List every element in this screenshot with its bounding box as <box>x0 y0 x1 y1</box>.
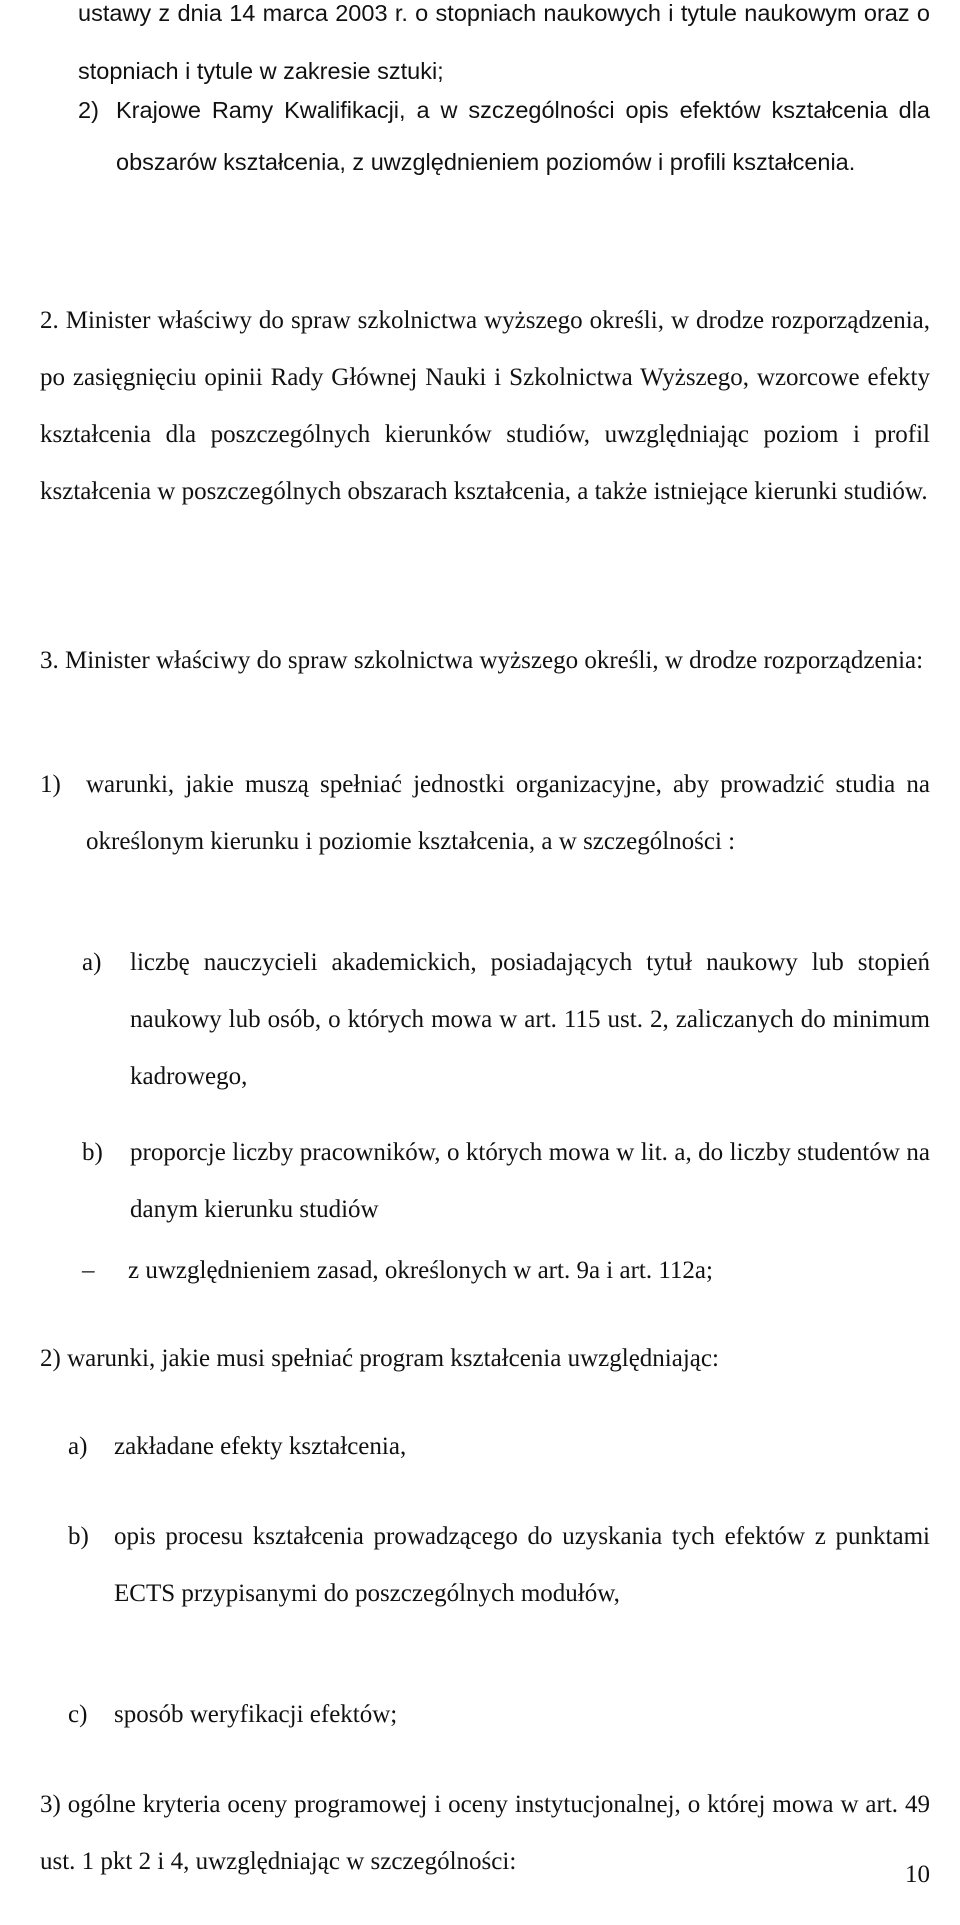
list-item-label: 1) <box>40 771 61 798</box>
list-item-text: z uwzględnieniem zasad, określonych w art. 9a i art. 112a; <box>128 1257 713 1284</box>
section-3-item-2b <box>68 1508 930 1622</box>
list-item-text: sposób weryfikacji efektów; <box>114 1701 398 1728</box>
section-2-paragraph: 2. Minister właściwy do spraw szkolnictwa wyższego określi, w drodze rozporządzenia, po zasięgnięciu opinii Rady Głównej Nauki i Szkolnictwa Wyższego, wzorcowe efekty kształcenia dla poszczególnych kierunków studiów, uwzględniając poziom i profil kształcenia w poszczególnych obszarach kształcenia, a także istniejące kierunki studiów. <box>40 307 930 505</box>
list-item-text: liczbę nauczycieli akademickich, posiadających tytuł naukowy lub stopień naukowy lub osób, o których mowa w art. 115 ust. 2, zaliczanych do minimum kadrowego, <box>130 949 930 1090</box>
section-3-item-2c <box>68 1686 930 1743</box>
list-item-label: 2) <box>78 97 99 123</box>
section-3-paragraph: 3. Minister właściwy do spraw szkolnictwa wyższego określi, w drodze rozporządzenia: <box>40 647 924 674</box>
list-item-label: a) <box>68 1433 88 1460</box>
list-item-label: a) <box>82 949 102 976</box>
section-3-item-3: 3) ogólne kryteria oceny programowej i oceny instytucjonalnej, o której mowa w art. 49 ust. 1 pkt 2 i 4, uwzględniając w szczególności: <box>40 1791 930 1875</box>
section-3-item-2: 2) warunki, jakie musi spełniać program kształcenia uwzględniając: <box>40 1345 719 1372</box>
list-item-text: warunki, jakie muszą spełniać jednostki organizacyjne, aby prowadzić studia na określonym kierunku i poziomie kształcenia, a w szczególności : <box>86 771 930 855</box>
list-item-text: zakładane efekty kształcenia, <box>114 1433 407 1460</box>
list-item-text: opis procesu kształcenia prowadzącego do uzyskania tych efektów z punktami ECTS przypisanymi do poszczególnych modułów, <box>114 1523 930 1607</box>
section-3-dash-item <box>82 1242 930 1299</box>
section-3-item-1b <box>82 1124 930 1238</box>
list-item-label: c) <box>68 1701 88 1728</box>
list-item-text: proporcje liczby pracowników, o których mowa w lit. a, do liczby studentów na danym kierunku studiów <box>130 1139 930 1223</box>
list-item-label: b) <box>82 1139 103 1166</box>
list-item-text: Krajowe Ramy Kwalifikacji, a w szczególności opis efektów kształcenia dla obszarów kształcenia, z uwzględnieniem poziomów i profili kształcenia. <box>116 97 930 175</box>
section-3-item-1 <box>40 756 930 870</box>
list-item-2 <box>78 84 930 188</box>
section-3-item-1a <box>82 934 930 1105</box>
continuation-paragraph: ustawy z dnia 14 marca 2003 r. o stopniach naukowych i tytule naukowym oraz o stopniach i tytule w zakresie sztuki; <box>78 0 930 84</box>
list-item-label: b) <box>68 1523 89 1550</box>
dash-label: – <box>82 1257 95 1284</box>
page-number: 10 <box>905 1861 930 1888</box>
section-3-item-2a <box>68 1418 930 1475</box>
